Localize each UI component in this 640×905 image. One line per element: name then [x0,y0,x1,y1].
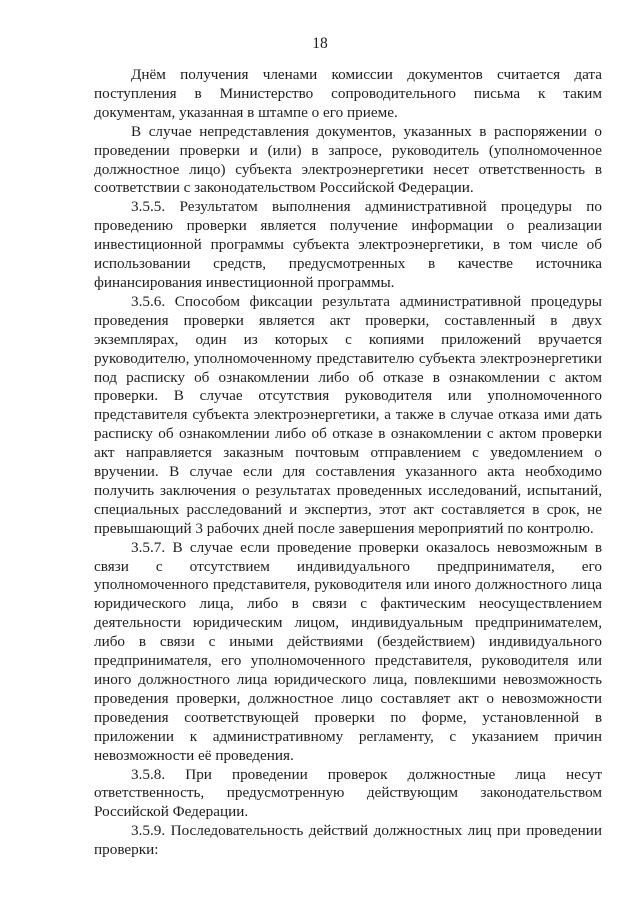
document-body [94,66,602,860]
paragraph-3-5-9: 3.5.9. Последовательность действий должностных лиц при проведении проверки: [94,822,602,859]
page-number: 18 [312,35,328,52]
paragraph-3-5-5: 3.5.5. Результатом выполнения административной процедуры по проведению проверки является получение информации о реализации инвестиционной программы субъекта электроэнергетики, в том числе об использовании средств, предусмотренных в качестве источника финансирования инвестиционной программы. [94,198,602,291]
paragraph-3-5-7: 3.5.7. В случае если проведение проверки оказалось невозможным в связи с отсутствием индивидуального предпринимателя, его уполномоченного представителя, руководителя или иного должностного лица юридического лица, либо в связи с фактическим неосуществлением деятельности юридическим лицом, индивидуальным предпринимателем, либо в связи с иными действиями (бездействием) индивидуального предпринимателя, его уполномоченного представителя, руководителя или иного должностного лица юридического лица, повлекшими невозможность проведения проверки, должностное лицо составляет акт о невозможности проведения соответствующей проверки по форме, установленной в приложении к административному регламенту, с указанием причин невозможности её проведения. [94,538,602,764]
paragraph-3-5-8: 3.5.8. При проведении проверок должностные лица несут ответственность, предусмотренную действующим законодательством Российской Федерации. [94,765,602,821]
paragraph-3-5-6: 3.5.6. Способом фиксации результата административной процедуры проведения проверки является акт проверки, составленный в двух экземплярах, один из которых с копиями приложений вручается руководителю, уполномоченному представителю субъекта электроэнергетики под расписку об ознакомлении либо об отказе в ознакомлении с актом проверки. В случае отсутствия руководителя или уполномоченного представителя субъекта электроэнергетики, а также в случае отказа ими дать расписку об ознакомлении либо об отказе в ознакомлении с актом проверки акт направляется заказным почтовым отправлением с уведомлением о вручении. В случае если для составления указанного акта необходимо получить заключения о результатах проведенных исследований, испытаний, специальных расследований и экспертиз, этот акт составляется в срок, не превышающий 3 рабочих дней после завершения мероприятий по контролю. [94,292,602,537]
paragraph-receipt-date: Днём получения членами комиссии документов считается дата поступления в Министерство сопроводительного письма к таким документам, указанная в штампе о его приеме. [94,66,602,121]
paragraph-non-submission: В случае непредставления документов, указанных в распоряжении о проведении проверки и (или) в запросе, руководитель (уполномоченное должностное лицо) субъекта электроэнергетики несет ответственность в соответствии с законодательством Российской Федерации. [94,122,602,197]
